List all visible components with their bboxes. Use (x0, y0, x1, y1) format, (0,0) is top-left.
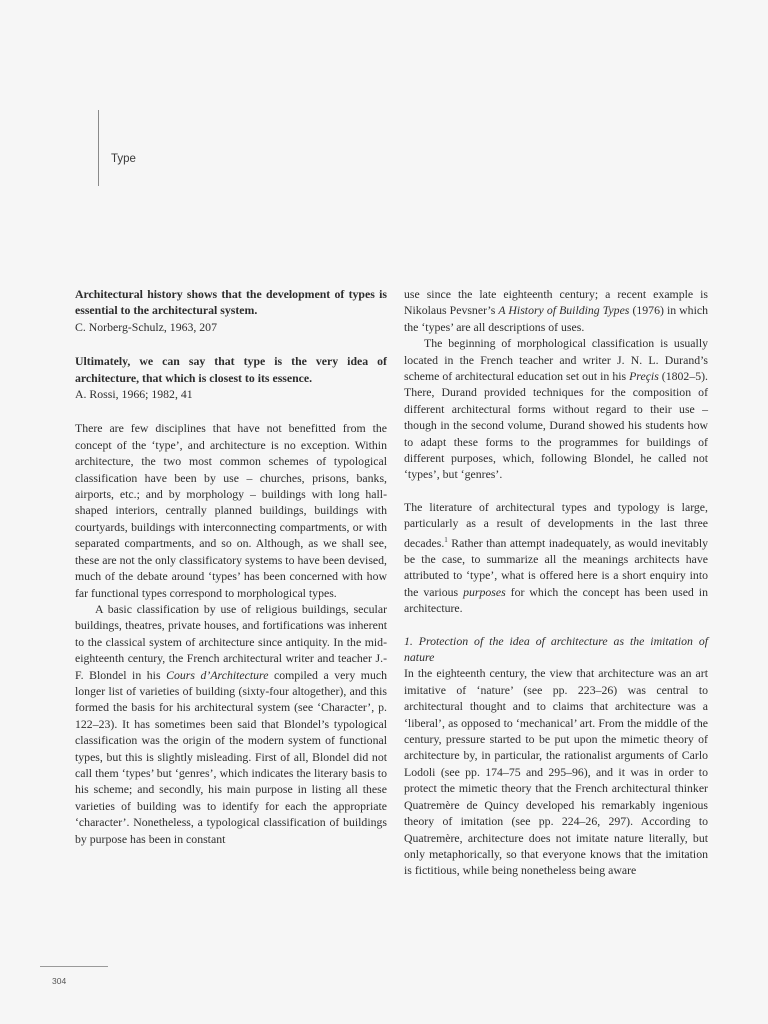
section-heading: 1. Protection of the idea of architecture as the imitation of nature (404, 633, 708, 665)
chapter-rule (98, 110, 99, 186)
body-paragraph: In the eighteenth century, the view that architecture was an art imitative of ‘nature’ (see pp. 223–26) was central to architectural thought and to claims that architecture was a ‘liberal’, as opposed to ‘mechanical’ art. From the middle of the century, pressure started to be put upon the mimetic theory of architecture by, in particular, the rationalist arguments of Carlo Lodoli (see pp. 174–75 and 295–96), and it was in order to protect the mimetic theory that the French architectural thinker Quatremère de Quincy developed his remarkably ingenious theory of imitation (see pp. 224–26, 297). According to Quatremère, architecture does not imitate nature literally, but only metaphorically, so that everyone knows that the imitation is fictitious, while being nonetheless being aware (404, 666, 708, 878)
footer-rule (40, 966, 108, 967)
body-paragraph: use since the late eighteenth century; a recent example is Nikolaus Pevsner’s A History of Building Types (1976) in which the ‘types’ are all descriptions of uses. (404, 287, 708, 334)
body-paragraph: A basic classification by use of religious buildings, secular buildings, theatres, private houses, and fortifications was inherent to the classical system of architecture since antiquity. In the mid-eighteenth century, the French architectural writer and teacher J.-F. Blondel in his Cours d’Architecture compiled a very much longer list of varieties of building (sixty-four altogether), and this formed the basis for his architectural system (see ‘Character’, p. 122–23). It has sometimes been said that Blondel’s typological classification was the origin of the modern system of functional types, but this is slightly misleading. First of all, Blondel did not call them ‘types’ but ‘genres’, which indicates the literary basis to his scheme; and secondly, his main purpose in listing all these varieties of building was to identify for each the appropriate ‘character’. Nonetheless, a typological classification of buildings by purpose has been in constant (75, 601, 387, 846)
body-paragraph: There are few disciplines that have not benefitted from the concept of the ‘type’, and architecture is no exception. Within architecture, the two most common schemes of typological classification have been by use – churches, prisons, banks, airports, etc.; and by morphology – buildings with long hall-shaped interiors, centrally planned buildings, buildings with courtyards, buildings with interconnecting compartments, or with separated compartments, and so on. Although, as we shall see, these are not the only classificatory systems to have been devised, much of the debate around ‘types’ has been concerned with how far functional types correspond to morphological types. (75, 421, 387, 600)
book-title: Preçis (629, 369, 659, 384)
emphasis: purposes (463, 584, 506, 599)
epigraph-quote-2: Ultimately, we can say that type is the very idea of architecture, that which is closest to its essence. (75, 354, 387, 385)
page-number: 304 (52, 976, 67, 986)
book-title: Cours d’Architecture (166, 667, 269, 682)
left-column (75, 286, 387, 847)
right-column (404, 286, 708, 879)
body-paragraph: The literature of architectural types and typology is large, particularly as a result of developments in the last three decades.$^1$ Rather than attempt inadequately, as would inevitably be the case, to summarize all the meanings architects have attributed to ‘type’, what is offered here is a short enquiry into the various purposes for which the concept has been used in architecture. (404, 499, 708, 616)
epigraph-source-1: C. Norberg-Schulz, 1963, 207 (75, 319, 217, 334)
footnote-marker: 1 (444, 535, 448, 544)
chapter-title: Type (111, 153, 136, 165)
book-title: A History of Building Types (498, 303, 630, 318)
body-paragraph: The beginning of morphological classification is usually located in the French teacher and writer J. N. L. Durand’s scheme of architectural education set out in his Preçis (1802–5). There, Durand provided techniques for the composition of different architectural forms without regard to their use – though in the second volume, Durand showed his students how to adapt these forms to the programmes for buildings of different purposes, which, following Blondel, he called not ‘types’, but ‘genres’. (404, 336, 708, 482)
epigraph-quote-1: Architectural history shows that the development of types is essential to the architectural system. (75, 287, 387, 318)
epigraph-source-2: A. Rossi, 1966; 1982, 41 (75, 387, 193, 402)
